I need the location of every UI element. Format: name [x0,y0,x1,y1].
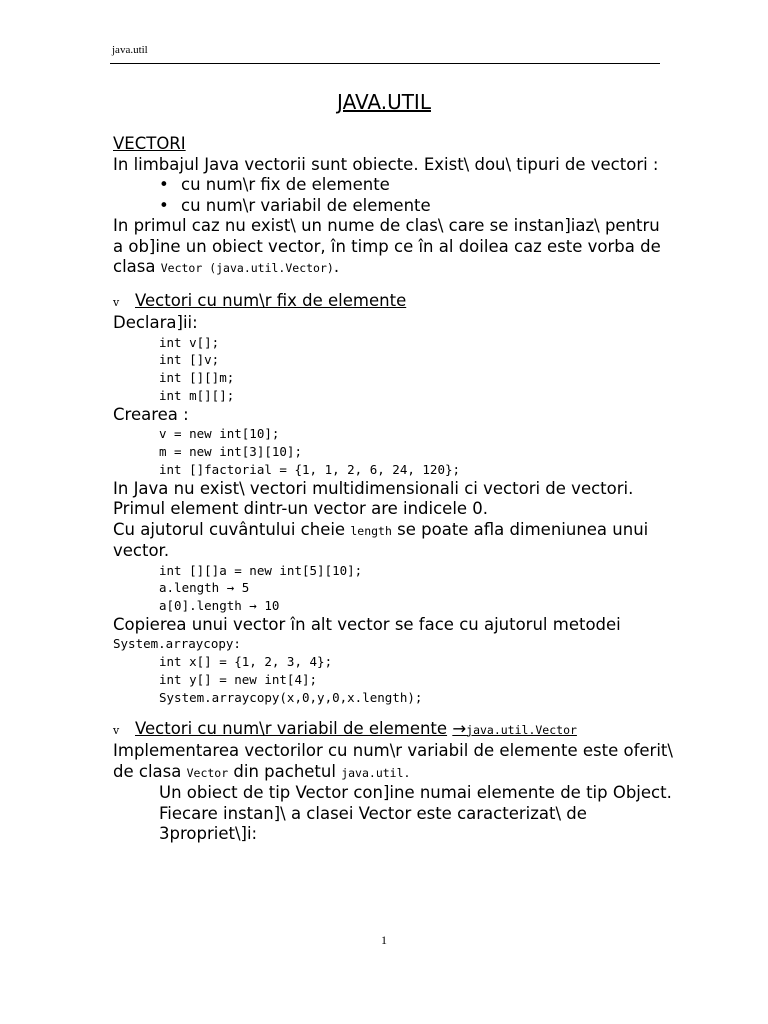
length-paragraph [113,520,673,562]
length-keyword: length [350,523,392,538]
code-line: int []v; [159,352,220,368]
header-rule [110,63,660,64]
object-paragraph: Un obiect de tip Vector con]ine numai elemente de tip Object. [159,783,672,803]
arrow-icon: → [452,718,467,738]
class-paragraph-code: Vector (java.util.Vector) [160,261,334,275]
section-heading-fix [113,291,673,314]
class-name-code: Vector [186,765,229,780]
code-line: v = new int[10]; [159,426,280,442]
length-paragraph-text: Cu ajutorul cuvântului cheie [113,519,346,539]
section-heading-code: java.util.Vector [466,722,577,737]
bullet-icon: • [159,175,169,194]
code-line: int [][]a = new int[5][10]; [159,562,363,578]
bullet-item [113,196,673,217]
running-header: java.util [112,44,148,56]
properties-paragraph: Fiecare instan]\ a clasei Vector este caracterizat\ de 3propriet\]i: [159,803,587,844]
code-line: int x[] = {1, 2, 3, 4}; [159,654,333,670]
document-title: JAVA.UTIL [337,90,431,114]
code-line: a.length → 5 [159,580,250,596]
package-name-code: java.util. [341,765,411,780]
code-line: int y[] = new int[4]; [159,672,318,688]
code-line: int []factorial = {1, 1, 2, 6, 24, 120}; [159,461,461,477]
code-line: int [][]m; [159,370,235,386]
bullet-item [113,175,673,196]
class-paragraph [113,216,673,279]
bullet-icon: • [159,195,169,215]
code-line: int m[][]; [159,387,235,403]
code-line: int v[]; [159,334,220,350]
section-marker-icon: v [113,295,120,309]
page-number: 1 [381,933,387,947]
copy-method: System.arraycopy: [113,636,241,652]
section-marker-icon: v [113,723,120,737]
intro-paragraph: In limbajul Java vectorii sunt obiecte. Exist\ dou\ tipuri de vectori : [113,154,659,174]
document-body [113,134,673,845]
length-paragraph-end: se poate afla dimeniunea unui vector. [113,519,649,561]
implementation-paragraph [113,741,673,783]
class-paragraph-text: In primul caz nu exist\ un nume de clas\ care se instan]iaz\ pentru a ob]ine un obiect vector, în timp ce în al doilea caz este vorba de clasa [113,216,661,276]
code-line: System.arraycopy(x,0,y,0,x.length); [159,689,423,705]
code-line: m = new int[3][10]; [159,443,302,459]
bullet-text: cu num\r fix de elemente [181,175,390,194]
implementation-text: Implementarea vectorilor cu num\r variabil de elemente este oferit\ de clasa [113,741,673,781]
creation-label: Crearea : [113,404,189,424]
bullet-text: cu num\r variabil de elemente [181,195,431,215]
declarations-label: Declara]ii: [113,313,198,332]
implementation-mid: din pachetul [233,761,336,781]
section-heading-vectori: VECTORI [113,134,186,153]
multidimensional-paragraph: In Java nu exist\ vectori multidimensionali ci vectori de vectori. Primul element dintr-un vector are indicele 0. [113,478,634,519]
section-heading-variable [113,719,673,742]
code-line: a[0].length → 10 [159,598,280,614]
section-heading-text: Vectori cu num\r variabil de elemente [135,718,448,738]
class-paragraph-end: . [333,257,340,276]
section-heading-text: Vectori cu num\r fix de elemente [135,290,407,310]
copy-paragraph: Copierea unui vector în alt vector se face cu ajutorul metodei [113,614,621,634]
